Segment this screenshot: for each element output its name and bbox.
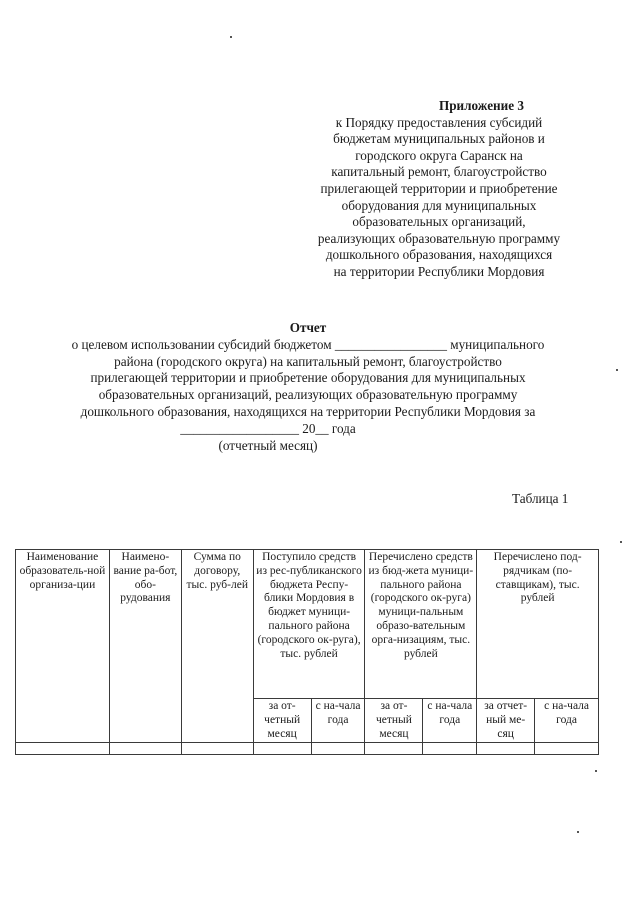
subheader-month: за от-четный месяц <box>365 699 423 743</box>
report-table <box>15 549 599 755</box>
header-contract-sum: Сумма по договору, тыс. руб-лей <box>181 550 253 743</box>
appendix-line: к Порядку предоставления субсидий <box>335 114 543 130</box>
table-cell[interactable] <box>311 743 365 755</box>
appendix-line: бюджетам муниципальных районов и <box>333 131 545 147</box>
header-received-funds: Поступило средств из рес-публиканского бюджета Респу-блики Мордовия в бюджет муници-пального района (городского ок-руга), тыс. рублей <box>253 550 365 699</box>
header-organization: Наименование образователь-ной организа-ции <box>16 550 110 743</box>
appendix-line: образовательных организаций, <box>352 214 526 230</box>
appendix-block <box>290 98 588 281</box>
table-cell[interactable] <box>535 743 599 755</box>
table-cell[interactable] <box>253 743 311 755</box>
appendix-line: городского округа Саранск на <box>355 147 523 163</box>
header-transferred-to-contractors: Перечислено под-рядчикам (по-ставщикам), тыс. рублей <box>477 550 599 699</box>
appendix-line: дошкольного образования, находящихся <box>325 247 553 263</box>
scan-speck <box>616 369 618 371</box>
table-cell[interactable] <box>181 743 253 755</box>
appendix-line: на территории Республики Мордовия <box>333 263 545 279</box>
report-block <box>30 320 586 454</box>
header-works: Наимено-вание ра-бот, обо-рудования <box>109 550 181 743</box>
appendix-line: реализующих образовательную программу <box>317 230 561 246</box>
scan-speck <box>595 770 597 772</box>
appendix-title: Приложение 3 <box>438 98 524 113</box>
report-period-caption: (отчетный месяц) <box>218 437 318 453</box>
subheader-month: за отчет-ный ме-сяц <box>477 699 535 743</box>
subheader-year: с на-чала года <box>535 699 599 743</box>
subheader-month: за от-четный месяц <box>253 699 311 743</box>
table-label: Таблица 1 <box>512 491 569 506</box>
report-line: дошкольного образования, находящихся на территории Республики Мордовия за <box>80 403 536 419</box>
header-transferred-to-organizations: Перечислено средств из бюд-жета муници-пального района (городского ок-руга) муници-пальным образо-вательным орга-низациям, тыс. рублей <box>365 550 477 699</box>
scan-speck <box>577 831 579 833</box>
table-cell[interactable] <box>16 743 110 755</box>
table-cell[interactable] <box>477 743 535 755</box>
report-period-line: __________________ 20__ года <box>180 420 356 436</box>
report-line: района (городского округа) на капитальный ремонт, благоустройство <box>114 353 502 369</box>
scan-speck <box>230 36 232 38</box>
report-title: Отчет <box>289 320 327 335</box>
appendix-line: капитальный ремонт, благоустройство <box>331 164 547 180</box>
subheader-year: с на-чала года <box>311 699 365 743</box>
appendix-line: прилегающей территории и приобретение <box>320 180 558 196</box>
table-row <box>16 743 599 755</box>
table-cell[interactable] <box>365 743 423 755</box>
report-line: прилегающей территории и приобретение оборудования для муниципальных <box>90 370 526 386</box>
report-line: образовательных организаций, реализующих образовательную программу <box>98 387 518 403</box>
scan-speck <box>620 541 622 543</box>
table-cell[interactable] <box>423 743 477 755</box>
appendix-line: оборудования для муниципальных <box>341 197 537 213</box>
table-cell[interactable] <box>109 743 181 755</box>
report-line: о целевом использовании субсидий бюджетом _________________ муниципального <box>71 336 545 352</box>
subheader-year: с на-чала года <box>423 699 477 743</box>
